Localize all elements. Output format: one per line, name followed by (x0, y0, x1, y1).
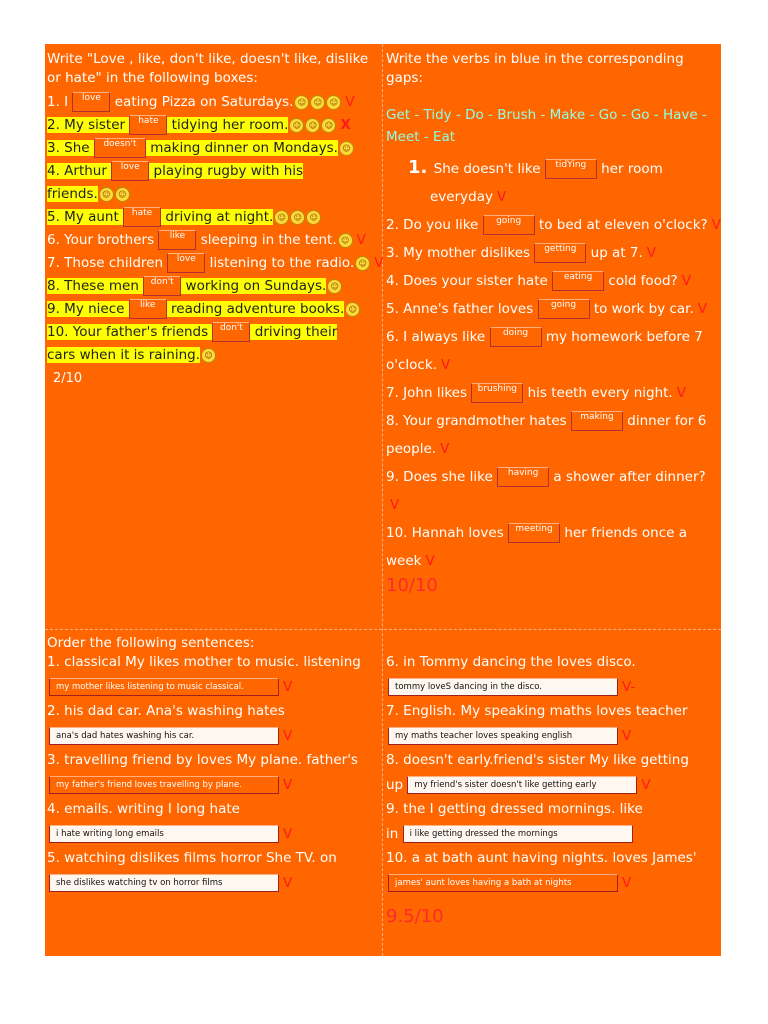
item-number: 7. (47, 255, 65, 271)
item-sentence (47, 255, 354, 271)
exercise-3-question: 10. a at bath aunt having nights. loves James' (386, 850, 697, 866)
grade-mark: V (283, 875, 293, 891)
item-number: 1. (408, 157, 434, 178)
item-text-after: driving at night. (165, 209, 274, 225)
item-number: 8. (386, 413, 404, 429)
exercise-1-item (47, 252, 383, 275)
item-text-before: Your grandmother hates (403, 413, 567, 429)
exercise-3-answer-row (47, 721, 383, 751)
answer-box[interactable]: love (72, 92, 110, 112)
grade-mark: V (283, 728, 293, 744)
exercise-2 (384, 48, 722, 596)
smiley-icon: ☺ (338, 233, 353, 248)
item-number: 2. (386, 217, 404, 233)
item-sentence (47, 232, 337, 248)
grade-mark: V (622, 875, 632, 891)
grade-mark: V (641, 777, 651, 793)
item-text-after: driving their (254, 324, 338, 340)
exercise-2-item-continued (386, 351, 722, 379)
exercise-2-item (386, 407, 722, 435)
exercise-2-item (386, 239, 722, 267)
item-text-after: eating Pizza on Saturdays. (114, 94, 294, 110)
item-text-after: tidying her room. (171, 117, 289, 133)
grade-mark: V (681, 273, 691, 289)
smiley-icon: ☺ (310, 95, 325, 110)
smiley-icon: ☺ (327, 279, 342, 294)
item-number: 4. (386, 273, 404, 289)
exercise-2-item (386, 463, 722, 491)
item-text-before: John likes (403, 385, 467, 401)
grade-mark: V (711, 217, 721, 233)
exercise-3-answer-row (47, 819, 383, 849)
exercise-1-item (47, 91, 383, 114)
item-text-after: listening to the radio. (209, 255, 355, 271)
exercise-3-answer-row (386, 819, 722, 849)
item-number: 10. (47, 324, 73, 340)
exercise-2-instruction: Write the verbs in blue in the corresponding gaps: (386, 51, 684, 86)
item-sentence (47, 324, 337, 340)
exercise-2-item (386, 267, 722, 295)
exercise-3-question: 1. classical My likes mother to music. listening (47, 654, 361, 670)
exercise-1-item-continued (47, 344, 383, 367)
item-text-after: to work by car. (593, 301, 694, 317)
item-sentence (47, 163, 303, 179)
item-text-before: Anne's father loves (403, 301, 534, 317)
exercise-3-score: 9.5/10 (386, 906, 444, 927)
exercise-1-item (47, 275, 383, 298)
exercise-3-question: 7. English. My speaking maths loves teacher (386, 703, 688, 719)
smiley-icon: ☺ (339, 141, 354, 156)
grade-mark: V (283, 826, 293, 842)
grade-mark: V (345, 94, 355, 110)
exercise-3-question: 5. watching dislikes films horror She TV. on (47, 850, 337, 866)
item-text-before: Your father's friends (72, 324, 209, 340)
exercise-1-item (47, 137, 383, 160)
answer-box[interactable]: going (483, 215, 535, 235)
item-text-continued: week (386, 553, 422, 569)
exercise-3-answer-row (386, 868, 722, 898)
item-number: 6. (386, 329, 404, 345)
answer-field[interactable]: james' aunt loves having a bath at nights (388, 874, 618, 892)
smiley-icon: ☺ (201, 348, 216, 363)
answer-box[interactable]: getting (534, 243, 586, 263)
exercise-3-answer-row (386, 672, 722, 702)
exercise-3-answer-row (47, 868, 383, 898)
worksheet (45, 44, 721, 956)
grade-mark: V (646, 245, 657, 261)
answer-box[interactable]: meeting (508, 523, 560, 543)
answer-box[interactable]: brushing (471, 383, 523, 403)
exercise-3-answer-row (47, 672, 383, 702)
grade-mark: V (697, 301, 708, 317)
answer-box[interactable]: don't (143, 276, 181, 296)
item-text-before: She (64, 140, 90, 156)
answer-box[interactable]: having (497, 467, 549, 487)
answer-box[interactable]: tidYing (545, 159, 597, 179)
exercise-1-items (47, 91, 383, 367)
exercise-3-question: 9. the I getting dressed mornings. like (386, 801, 643, 817)
item-text-after: dinner for 6 (627, 413, 707, 429)
item-text-before: My niece (64, 301, 125, 317)
question-continued: in (386, 826, 403, 842)
item-number: 3. (47, 140, 65, 156)
exercise-3-left (45, 632, 383, 898)
exercise-2-score: 10/10 (386, 575, 438, 596)
answer-field[interactable]: my friend's sister doesn't like getting early (407, 776, 637, 794)
answer-box[interactable]: eating (552, 271, 604, 291)
grade-mark: V (622, 728, 632, 744)
item-text-before: My sister (64, 117, 126, 133)
answer-box[interactable]: making (571, 411, 623, 431)
exercise-2-item (386, 379, 722, 407)
item-text-after: a shower after dinner? (553, 469, 706, 485)
item-sentence (47, 301, 344, 317)
item-text-before: I always like (403, 329, 486, 345)
item-sentence (47, 117, 288, 133)
exercise-2-item-continued (386, 435, 722, 463)
exercise-2-item (386, 154, 722, 183)
exercise-1-item (47, 206, 383, 229)
item-number: 3. (386, 245, 404, 261)
smiley-icon: ☺ (326, 95, 341, 110)
item-text-continued: o'clock. (386, 357, 437, 373)
item-text-before: She doesn't like (433, 161, 541, 177)
item-text-after: my homework before 7 (545, 329, 703, 345)
item-text-after: sleeping in the tent. (200, 232, 337, 248)
exercise-3-right-items (386, 653, 722, 898)
item-text-before: Arthur (64, 163, 107, 179)
question-continued: up (386, 777, 408, 793)
smiley-icon: ☺ (115, 187, 130, 202)
item-text-before: Does your sister hate (403, 273, 548, 289)
exercise-1-instruction: Write "Love , like, don't like, doesn't like, dislike or hate" in the following boxes: (47, 51, 369, 86)
item-text-after: her friends once a (564, 525, 687, 541)
smiley-icon: ☺ (345, 302, 360, 317)
item-text-before: My mother dislikes (403, 245, 531, 261)
grade-mark: V (390, 497, 400, 513)
smiley-icon: ☺ (306, 210, 321, 225)
verb-list: Get - Tidy - Do - Brush - Make - Go - Go - Have - Meet - Eat (386, 107, 707, 145)
answer-box[interactable]: doing (490, 327, 542, 347)
answer-box[interactable]: don't (212, 322, 250, 342)
answer-box[interactable]: going (538, 299, 590, 319)
exercise-3-answer-row (386, 770, 722, 800)
answer-field[interactable]: my mother likes listening to music classical. (49, 678, 279, 696)
item-text-before: Does she like (403, 469, 493, 485)
grade-mark: V (425, 553, 435, 569)
answer-field[interactable]: i like getting dressed the mornings (403, 825, 633, 843)
grade-mark: V (374, 255, 384, 271)
item-number: 10. (386, 525, 412, 541)
item-number: 5. (386, 301, 404, 317)
exercise-3-instruction: Order the following sentences: (47, 635, 255, 651)
answer-field[interactable]: ana's dad hates washing his car. (49, 727, 279, 745)
answer-box[interactable]: hate (129, 115, 167, 135)
answer-box[interactable]: love (167, 253, 205, 273)
smiley-icon: ☺ (305, 118, 320, 133)
horizontal-divider (45, 629, 721, 631)
smiley-icon: ☺ (99, 187, 114, 202)
item-text-before: These men (64, 278, 139, 294)
item-sentence (47, 140, 338, 156)
exercise-1-score: 2/10 (53, 371, 83, 386)
exercise-1-item-continued (47, 183, 383, 206)
exercise-3-answer-row (47, 770, 383, 800)
exercise-1 (45, 48, 383, 386)
answer-box[interactable]: love (111, 161, 149, 181)
answer-field[interactable]: she dislikes watching tv on horror films (49, 874, 279, 892)
grade-mark: V (283, 777, 293, 793)
item-text-after: cold food? (608, 273, 678, 289)
grade-mark: V (676, 385, 686, 401)
item-text-continued: everyday (430, 189, 493, 205)
exercise-3-answer-row (386, 721, 722, 751)
item-text-after: reading adventure books. (171, 301, 345, 317)
grade-mark: V- (622, 679, 636, 695)
exercise-3-question: 4. emails. writing I long hate (47, 801, 240, 817)
item-text-before: My aunt (64, 209, 119, 225)
exercise-1-item (47, 114, 383, 137)
item-text-before: I (64, 94, 69, 110)
item-text-continued: friends. (47, 186, 98, 202)
answer-field[interactable]: my maths teacher loves speaking english (388, 727, 618, 745)
exercise-2-item-continued (386, 491, 722, 519)
exercise-3-question: 3. travelling friend by loves My plane. father's (47, 752, 358, 768)
exercise-3-question: 6. in Tommy dancing the loves disco. (386, 654, 636, 670)
item-text-after: his teeth every night. (527, 385, 673, 401)
smiley-icon: ☺ (321, 118, 336, 133)
item-number: 5. (47, 209, 65, 225)
item-text-after: to bed at eleven o'clock? (538, 217, 708, 233)
grade-mark: V (283, 679, 293, 695)
item-text-after: playing rugby with his (153, 163, 304, 179)
item-text-after: up at 7. (590, 245, 643, 261)
grade-mark: V (440, 441, 450, 457)
exercise-3-left-items (47, 653, 383, 898)
item-text-before: Hannah loves (411, 525, 504, 541)
item-sentence (47, 94, 293, 110)
exercise-2-item (386, 211, 722, 239)
item-text-before: Your brothers (64, 232, 155, 248)
exercise-2-item (386, 295, 722, 323)
item-text-after: making dinner on Mondays. (150, 140, 338, 156)
smiley-icon: ☺ (290, 210, 305, 225)
grade-mark: X (340, 117, 351, 133)
exercise-3-question: 8. doesn't early.friend's sister My like getting (386, 752, 689, 768)
answer-field[interactable]: my father's friend loves travelling by plane. (49, 776, 279, 794)
smiley-icon: ☺ (294, 95, 309, 110)
exercise-1-item (47, 321, 383, 344)
exercise-1-item (47, 229, 383, 252)
item-sentence (47, 278, 326, 294)
exercise-3-right (384, 632, 722, 927)
smiley-icon: ☺ (289, 118, 304, 133)
grade-mark: V (356, 232, 366, 248)
item-number: 6. (47, 232, 65, 248)
exercise-1-item (47, 298, 383, 321)
item-text-continued: people. (386, 441, 437, 457)
exercise-2-item (386, 519, 722, 547)
item-text-after: her room (601, 161, 663, 177)
exercise-2-item-continued (386, 183, 722, 211)
exercise-2-item (386, 323, 722, 351)
item-number: 8. (47, 278, 65, 294)
answer-box[interactable]: hate (123, 207, 161, 227)
exercise-2-item-continued (386, 547, 722, 575)
answer-field[interactable]: i hate writing long emails (49, 825, 279, 843)
exercise-3-question: 2. his dad car. Ana's washing hates (47, 703, 285, 719)
answer-box[interactable]: like (129, 299, 167, 319)
item-number: 9. (47, 301, 65, 317)
smiley-icon: ☺ (274, 210, 289, 225)
smiley-icon: ☺ (355, 256, 370, 271)
item-text-after: working on Sundays. (185, 278, 327, 294)
item-number: 4. (47, 163, 65, 179)
grade-mark: V (496, 189, 507, 205)
item-text-continued: cars when it is raining. (47, 347, 201, 363)
item-number: 9. (386, 469, 404, 485)
item-sentence (47, 209, 273, 225)
exercise-2-items (386, 154, 722, 575)
item-number: 1. (47, 94, 65, 110)
grade-mark: V (440, 357, 451, 373)
item-number: 7. (386, 385, 404, 401)
item-number: 2. (47, 117, 65, 133)
item-text-before: Those children (64, 255, 164, 271)
item-text-before: Do you like (403, 217, 479, 233)
exercise-1-item (47, 160, 383, 183)
answer-box[interactable]: like (158, 230, 196, 250)
answer-field[interactable]: tommy loveS dancing in the disco. (388, 678, 618, 696)
answer-box[interactable]: doesn't (94, 138, 146, 158)
